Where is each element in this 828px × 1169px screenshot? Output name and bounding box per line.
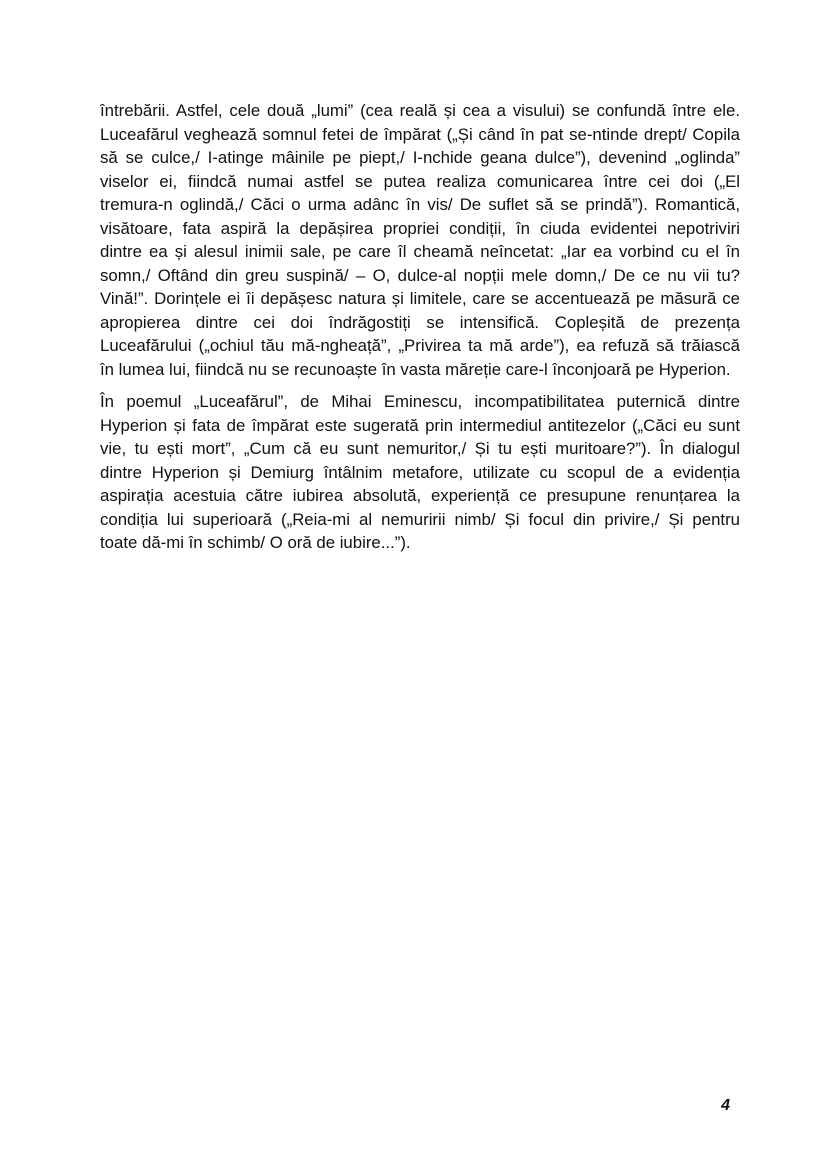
paragraph-2 — [100, 390, 740, 555]
text-line: să se culce,/ I-atinge mâinile pe piept,/ I-nchide geana dulce”), devenind „oglinda” — [100, 148, 740, 167]
text-line: apropierea dintre cei doi îndrăgostiți se intensifică. Copleșită de prezența — [100, 312, 740, 332]
text-line: În poemul „Luceafărul”, de Mihai Eminescu, incompatibilitatea puternică dintre — [100, 392, 740, 411]
paragraph-1 — [100, 99, 740, 381]
text-line: condiția lui superioară („Reia-mi al nemuririi nimb/ Și focul din privire,/ Și pentru — [100, 509, 740, 529]
text-line: visătoare, fata aspiră la depășirea propriei condiții, în ciuda evidentei nepotriviri — [100, 218, 740, 238]
text-line: dintre ea și alesul inimii sale, pe care îl cheamă neîncetat: „Iar ea vorbind cu el în — [100, 242, 740, 261]
text-line: somn,/ Oftând din greu suspină/ – O, dulce-al nopții mele domn,/ De ce nu vii tu? — [100, 265, 740, 285]
text-line: tremura-n oglindă,/ Căci o urma adânc în vis/ De suflet să se prindă”). Romantică, — [100, 195, 740, 214]
text-line: Luceafărul veghează somnul fetei de împărat („Și când în pat se-ntinde drept/ Copila — [100, 124, 740, 144]
text-line: dintre Hyperion și Demiurg întâlnim metafore, utilizate cu scopul de a evidenția — [100, 462, 740, 482]
text-line: viselor ei, fiindcă numai astfel se putea realiza comunicarea între cei doi („El — [100, 171, 740, 191]
text-line: vie, tu ești mort”, „Cum că eu sunt nemuritor,/ Și tu ești muritoare?”). În dialogul — [100, 439, 740, 458]
text-line: în lumea lui, fiindcă nu se recunoaște în vasta măreție care-l înconjoară pe Hyperion. — [100, 359, 731, 379]
text-line: Hyperion și fata de împărat este sugerată prin intermediul antitezelor („Căci eu sunt — [100, 415, 740, 435]
page-number: 4 — [721, 1097, 730, 1114]
text-line: toate dă-mi în schimb/ O oră de iubire...”). — [100, 533, 411, 552]
text-line: aspirația acestuia către iubirea absolută, experiență ce presupune renunțarea la — [100, 486, 740, 505]
text-line: Vină!”. Dorințele ei îi depășesc natura și limitele, care se accentuează pe măsură ce — [100, 289, 740, 308]
text-line: Luceafărului („ochiul tău mă-ngheață”, „Privirea ta mă arde”), ea refuză să trăiască — [100, 336, 740, 355]
text-line: întrebării. Astfel, cele două „lumi” (cea reală și cea a visului) se confundă între ele. — [100, 101, 740, 120]
